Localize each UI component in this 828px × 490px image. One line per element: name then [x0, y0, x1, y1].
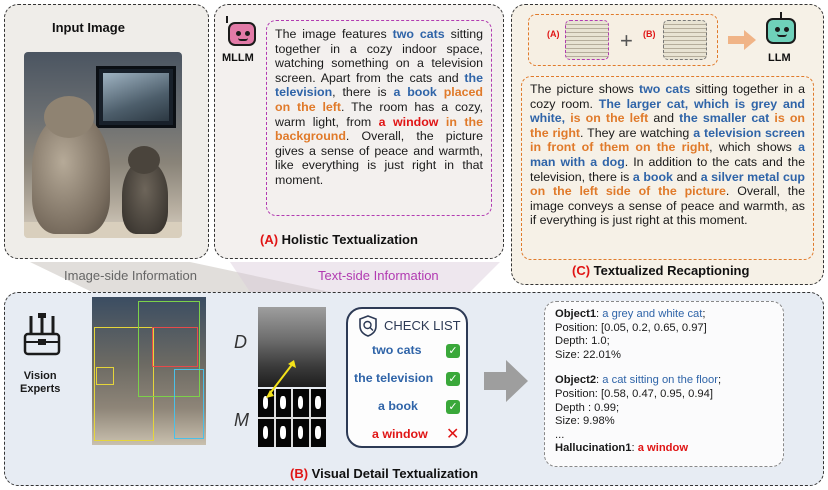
vision-experts-label: Vision Experts	[20, 370, 61, 395]
holistic-segment: in the background	[275, 114, 483, 144]
holistic-segment: a book	[393, 85, 437, 100]
input-thumbnails: (A) (B)	[528, 14, 718, 66]
holistic-segment	[438, 115, 445, 129]
object1-position: Position: [0.05, 0.2, 0.65, 0.97]	[555, 321, 707, 334]
checklist-title: CHECK LIST	[384, 318, 461, 333]
toolbox-icon	[22, 312, 62, 356]
recaption-segment: The picture shows	[530, 82, 639, 96]
holistic-segment: two cats	[392, 27, 445, 41]
recaption-segment: The larger cat, which is grey and white,	[530, 96, 805, 126]
checklist-card	[346, 307, 468, 448]
input-image-title: Input Image	[52, 20, 125, 35]
recaption-segment: on the left side of the picture	[530, 184, 726, 199]
detection-image	[92, 297, 206, 445]
recaption-segment: two cats	[638, 82, 691, 96]
recaption-segment: and	[672, 169, 701, 184]
llm-robot-icon	[766, 18, 796, 44]
llm-label: LLM	[768, 52, 791, 64]
checklist-item-label: a book	[378, 399, 418, 413]
checklist-item-label: two cats	[372, 343, 422, 357]
bbox-book	[96, 367, 114, 385]
plus-sign: +	[620, 28, 633, 53]
caption-b: (B) Visual Detail Textualization	[290, 466, 479, 481]
big-right-arrow-icon	[484, 360, 528, 402]
recaption-segment: . They are watching	[580, 125, 694, 140]
holistic-segment: The image features	[275, 27, 393, 41]
holistic-segment: sitting together in a cozy indoor space, watching something on a television screen. Apart from the cats and	[275, 27, 483, 85]
mask-label: M	[234, 410, 249, 430]
recaption-segment: in front of them on the right	[530, 140, 710, 155]
recaption-segment: is on the left	[570, 111, 649, 126]
object2-size: Size: 9.98%	[555, 415, 615, 428]
object2-line: Object2: a cat sitting on the floor;	[555, 374, 722, 387]
right-arrow-icon	[728, 30, 756, 50]
object1-size: Size: 22.01%	[555, 348, 621, 361]
holistic-segment: a window	[378, 114, 439, 129]
holistic-segment	[437, 85, 444, 99]
recaption-segment: . Overall, the image conveys a sense of peace and warmth, as if everything is just right at this moment.	[530, 184, 805, 228]
holistic-caption-text	[266, 20, 492, 216]
television	[96, 66, 176, 128]
object2-position: Position: [0.58, 0.47, 0.95, 0.94]	[555, 387, 713, 400]
check-pass-icon: ✓	[446, 344, 460, 358]
ellipsis: ...	[555, 428, 565, 441]
thumbnail-a	[565, 20, 609, 60]
caption-c: (C) Textualized Recaptioning	[572, 263, 750, 278]
depth-mask-link-arrow	[262, 356, 302, 402]
object2-depth: Depth : 0.99;	[555, 401, 620, 414]
recaption-segment: sitting together in a cozy room.	[530, 82, 806, 111]
text-side-label: Text-side Information	[318, 268, 439, 283]
thumbnail-b	[663, 20, 707, 60]
bbox-screen	[152, 327, 198, 367]
check-pass-icon: ✓	[446, 372, 460, 386]
object1-depth: Depth: 1.0;	[555, 335, 610, 348]
recaption-segment: , which shows	[709, 140, 799, 155]
recaption-segment: a man with a dog	[530, 140, 805, 169]
holistic-segment: , there is	[332, 85, 394, 100]
recaption-segment: the smaller cat	[679, 111, 770, 126]
input-photo	[24, 52, 182, 238]
checklist-item-label: the television	[354, 371, 434, 385]
image-side-label: Image-side Information	[64, 268, 197, 283]
mllm-label: MLLM	[222, 52, 254, 64]
holistic-segment: . The room has a cozy, warm light, from	[275, 99, 483, 129]
object-list	[544, 301, 784, 467]
recaption-segment: . In addition to the cats and the television, there is	[530, 154, 805, 184]
recaption-segment: a television screen	[693, 125, 805, 140]
depth-label: D	[234, 332, 247, 352]
check-pass-icon: ✓	[446, 400, 460, 414]
recaption-text	[521, 76, 814, 260]
shield-search-icon	[358, 315, 378, 337]
caption-a: (A) Holistic Textualization	[260, 232, 418, 247]
hallucination-line: Hallucination1: a window	[555, 442, 689, 455]
holistic-segment: . Overall, the picture gives a sense of peace and warmth, like everything is just right in that moment.	[275, 129, 483, 187]
recaption-segment: and	[648, 111, 680, 126]
holistic-segment: the television	[275, 70, 483, 100]
bbox-cat-small	[174, 369, 204, 439]
holistic-segment: placed on the left	[275, 85, 483, 114]
recaption-segment: a book	[632, 169, 673, 184]
recaption-segment: a silver metal cup	[700, 169, 806, 184]
check-fail-icon: ✕	[446, 426, 460, 443]
recaption-segment: is on the right	[530, 111, 805, 140]
mllm-robot-icon	[228, 22, 256, 46]
object1-line: Object1: a grey and white cat;	[555, 308, 706, 320]
checklist-item-label: a window	[372, 427, 428, 441]
